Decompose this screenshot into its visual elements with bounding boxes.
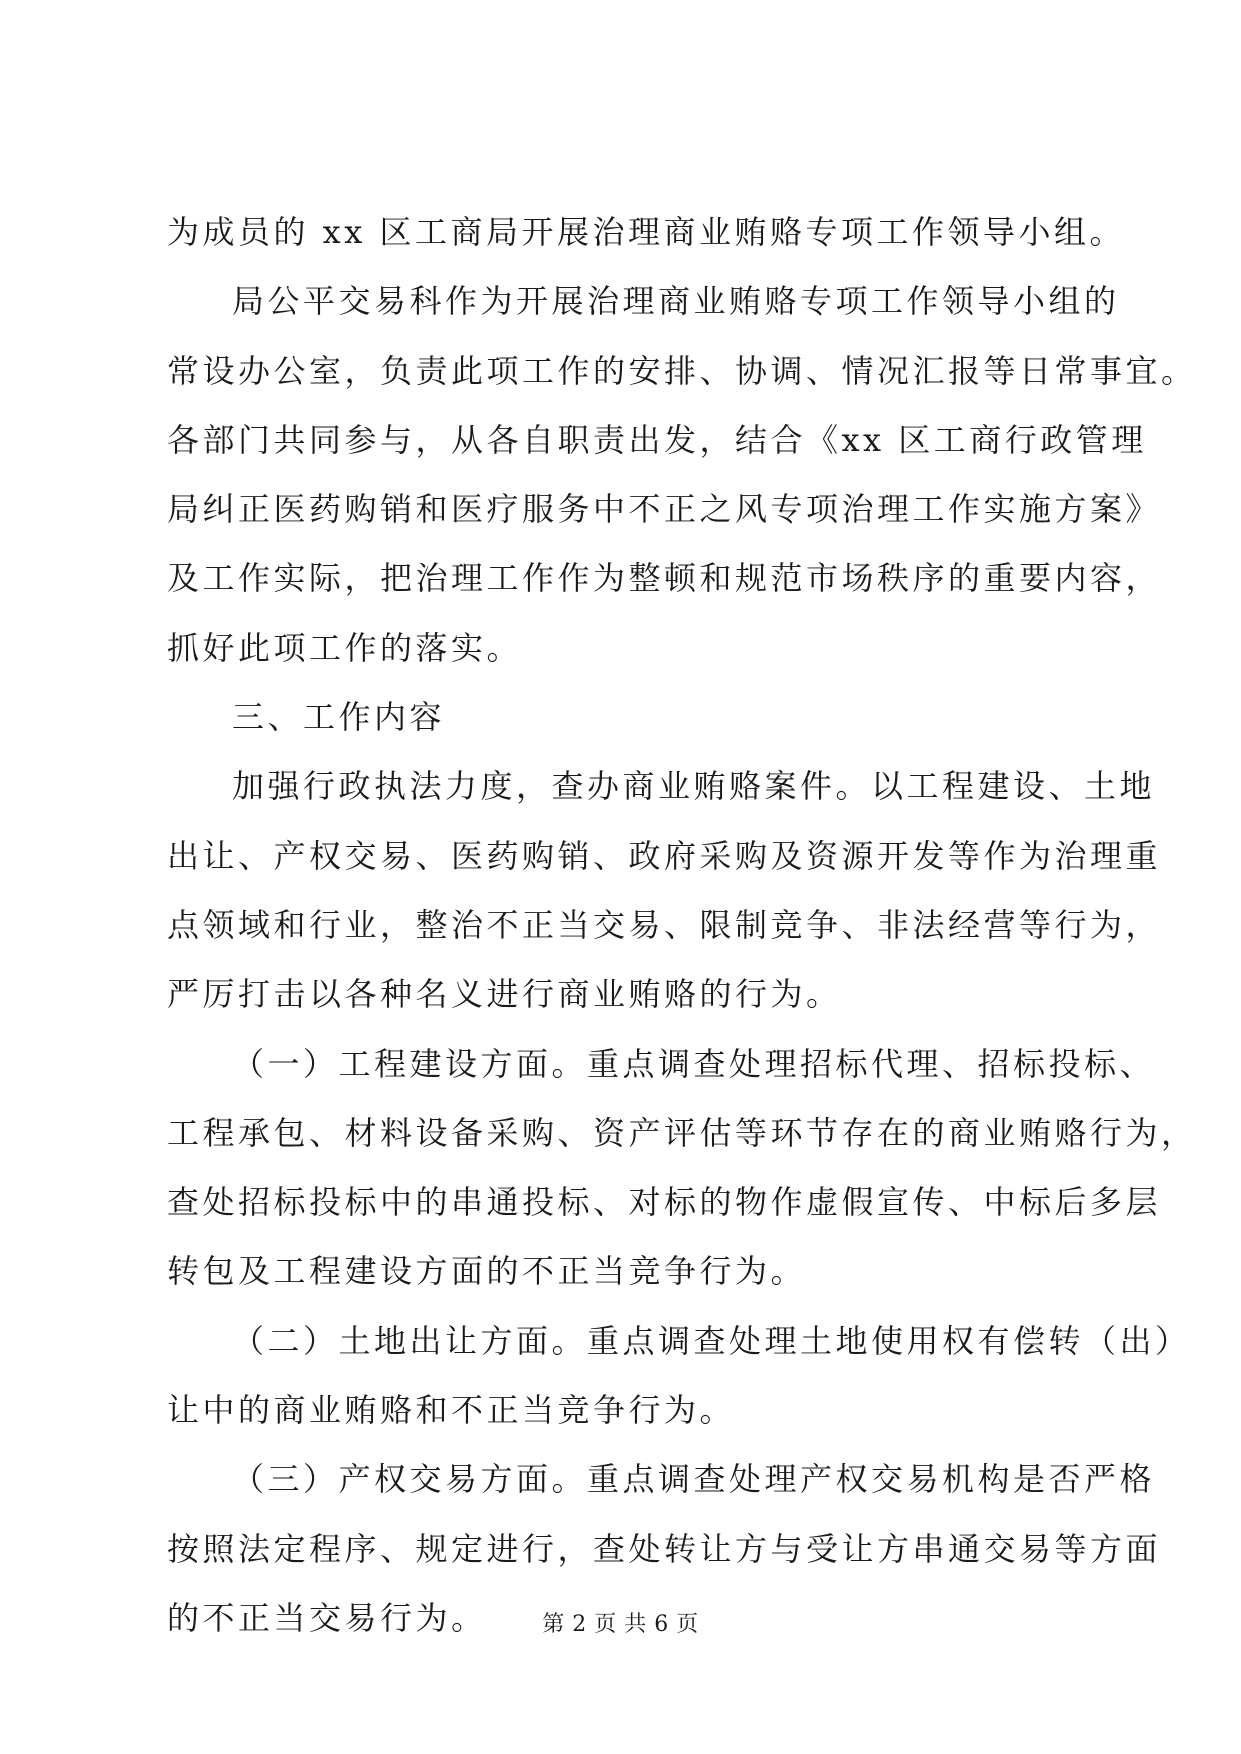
text-line: 严厉打击以各种名义进行商业贿赂的行为。 [167,975,842,1014]
page-number-footer: 第 2 页 共 6 页 [542,1612,699,1637]
text-line: 点领域和行业，整治不正当交易、限制竞争、非法经营等行为， [167,905,1162,944]
text-line: 的不正当交易行为。 [167,1598,487,1637]
body-text [167,198,1197,1653]
text-line: 查处招标投标中的串通投标、对标的物作虚假宣传、中标后多层 [167,1183,1162,1222]
text-line: 按照法定程序、规定进行，查处转让方与受让方串通交易等方面 [167,1529,1162,1568]
text-line: 为成员的 xx 区工商局开展治理商业贿赂专项工作领导小组。 [167,213,1125,251]
text-line: 各部门共同参与，从各自职责出发，结合《xx 区工商行政管理 [167,420,1147,459]
text-line: 及工作实际，把治理工作作为整顿和规范市场秩序的重要内容， [167,559,1162,598]
text-line: 局纠正医药购销和医疗服务中不正之风专项治理工作实施方案》 [167,490,1162,529]
text-line: 局公平交易科作为开展治理商业贿赂专项工作领导小组的 [232,282,1120,321]
text-line: 加强行政执法力度，查办商业贿赂案件。以工程建设、土地 [232,767,1156,806]
text-line: 常设办公室，负责此项工作的安排、协调、情况汇报等日常事宜。 [167,351,1197,390]
text-line: （一）工程建设方面。重点调查处理招标代理、招标投标、 [232,1044,1156,1083]
text-line: （二）土地出让方面。重点调查处理土地使用权有偿转（出） [232,1321,1191,1360]
text-line: （三）产权交易方面。重点调查处理产权交易机构是否严格 [232,1460,1156,1499]
text-line: 转包及工程建设方面的不正当竞争行为。 [167,1252,807,1291]
text-line: 工程承包、材料设备采购、资产评估等环节存在的商业贿赂行为， [167,1113,1197,1152]
text-line: 出让、产权交易、医药购销、政府采购及资源开发等作为治理重 [167,836,1162,875]
text-line: 抓好此项工作的落实。 [167,628,523,667]
section-heading: 三、工作内容 [232,698,446,737]
text-line: 让中的商业贿赂和不正当竞争行为。 [167,1391,736,1430]
